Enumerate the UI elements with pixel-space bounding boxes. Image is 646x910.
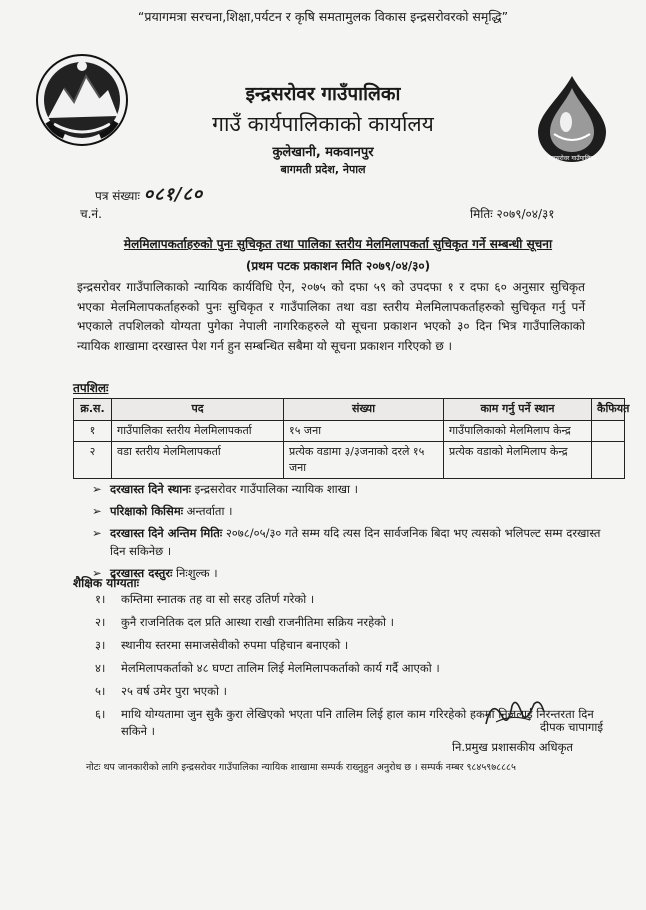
table-cell: गाउँपालिकाको मेलमिलाप केन्द्र — [444, 421, 592, 442]
application-details-list — [92, 480, 612, 586]
nepal-emblem-logo — [34, 52, 130, 148]
municipality-name: इन्द्रसरोवर गाउँपालिका — [245, 83, 401, 105]
date-value: २०७९/०४/३१ — [496, 207, 555, 221]
table-header: पद — [112, 399, 284, 421]
table-cell — [592, 421, 625, 442]
letter-number — [95, 182, 203, 206]
notice-body: इन्द्रसरोवर गाउँपालिकाको न्यायिक कार्यविधि ऐन, २०७५ को दफा ५९ को उपदफा १ र दफा ६० अनुसार सुचिकृत भएका मेलमिलापकर्ताहरुको पुनः सुचिकृत र गाउँपालिका तथा वडा स्तरीय मेलमिलापकर्ताहरुको सुचिकृत गर्नु पर्ने भएकाले तपशिलको योग्यता पुगेका नेपाली नागरिकहरुले यो सूचना प्रकाशन भएको ३० दिन भित्र गाउँपालिकाको न्यायिक शाखामा दरखास्त पेश गर्न हुन सम्बन्धित सबैमा यो सूचना प्रकाशन गरिएको छ । — [77, 280, 585, 353]
letter-number-label: पत्र संख्याः — [95, 189, 140, 203]
date — [470, 205, 555, 222]
list-item: ६। माथि योग्यतामा जुन सुकै कुरा लेखिएको भएता पनि तालिम लिई हाल काम गरिरहेको हकमा निजलाई निरन्तरता दिन सकिने । — [95, 707, 594, 738]
list-item: १। कम्तिमा स्नातक तह वा सो सरह उतिर्ण गरेको । — [95, 592, 315, 606]
list-item: ➢ दरखास्त दिने स्थानः इन्द्रसरोवर गाउँपालिका न्यायिक शाखा । — [92, 482, 359, 496]
table-header: क्र.स. — [74, 399, 112, 421]
ref-number-label: च.नं. — [80, 207, 102, 221]
table-header: कैफियत — [592, 399, 625, 421]
table-cell: २ — [74, 442, 112, 479]
table-header: काम गर्नु पर्ने स्थान — [444, 399, 592, 421]
education-heading: शैक्षिक योग्यताः — [73, 576, 140, 590]
table-row — [74, 442, 625, 479]
list-item: २। कुनै राजनितिक दल प्रति आस्था राखी राजनीतिमा सक्रिय नरहेको । — [95, 615, 395, 629]
table-cell: प्रत्येक वडाको मेलमिलाप केन्द्र — [444, 442, 592, 479]
office-location: कुलेखानी, मकवानपुर — [272, 145, 374, 160]
signatory-name: दीपक चापागाई — [540, 720, 603, 734]
table-cell: १ — [74, 421, 112, 442]
list-item: ५। २५ वर्ष उमेर पुरा भएको । — [95, 684, 227, 698]
list-item: ➢ दरखास्त दस्तुरः निःशुल्क । — [92, 566, 218, 580]
motto: “प्रयागमत्रा सरचना,शिक्षा,पर्यटन र कृषि समतामुलक विकास इन्द्रसरोवरको समृद्धि” — [137, 9, 509, 24]
table-cell: प्रत्येक वडामा ३/३जनाको दरले १५ जना — [284, 442, 444, 479]
details-heading: तपशिलः — [73, 381, 109, 395]
table-header: संख्या — [284, 399, 444, 421]
municipality-drop-logo — [520, 74, 624, 166]
list-item: ३। स्थानीय स्तरमा समाजसेवीको रुपमा पहिचान बनाएको । — [95, 638, 349, 652]
svg-text:इन्द्रसरोवर गाउँपालिका: इन्द्रसरोवर गाउँपालिका — [547, 155, 597, 162]
list-item: ➢ दरखास्त दिने अन्तिम मितिः २०७८/०५/३० गते सम्म यदि त्यस दिन सार्वजनिक बिदा भए त्यसको भलिपल्ट सम्म दरखास्त दिन सकिनेछ । — [92, 526, 601, 558]
arrow-bullet-icon: ➢ — [92, 482, 102, 496]
date-label: मितिः — [470, 207, 493, 221]
table-cell: वडा स्तरीय मेलमिलापकर्ता — [112, 442, 284, 479]
arrow-bullet-icon: ➢ — [92, 566, 102, 580]
province-name: बागमती प्रदेश, नेपाल — [280, 163, 366, 176]
list-item: ➢ परिक्षाको किसिमः अन्तर्वाता । — [92, 504, 233, 518]
arrow-bullet-icon: ➢ — [92, 526, 102, 540]
table-cell: १५ जना — [284, 421, 444, 442]
positions-table — [73, 398, 630, 479]
signatory-designation: नि.प्रमुख प्रशासकीय अधिकृत — [452, 740, 573, 754]
list-item: ४। मेलमिलापकर्ताको ४८ घण्टा तालिम लिई मेलमिलापकर्ताको कार्य गर्दै आएको । — [95, 661, 440, 675]
table-cell — [592, 442, 625, 479]
table-cell: गाउँपालिका स्तरीय मेलमिलापकर्ता — [112, 421, 284, 442]
contact-note: नोटः थप जानकारीको लागि इन्द्रसरोवर गाउँपालिका न्यायिक शाखामा सम्पर्क राख्नुहुन अनुरोध छ । सम्पर्क नम्बर ९८४५९७८८८५ — [86, 762, 516, 773]
letter-number-value: ०८१/८० — [143, 184, 204, 205]
notice-title: मेलमिलापकर्ताहरुको पुनः सुचिकृत तथा पालिका स्तरीय मेलमिलापकर्ता सुचिकृत गर्ने सम्बन्धी सूचना — [123, 237, 553, 251]
table-header-row — [74, 399, 625, 421]
notice-subtitle: (प्रथम पटक प्रकाशन मिति २०७९/०४/३०) — [245, 259, 431, 273]
arrow-bullet-icon: ➢ — [92, 504, 102, 518]
table-row — [74, 421, 625, 442]
office-name: गाउँ कार्यपालिकाको कार्यालय — [212, 112, 434, 136]
